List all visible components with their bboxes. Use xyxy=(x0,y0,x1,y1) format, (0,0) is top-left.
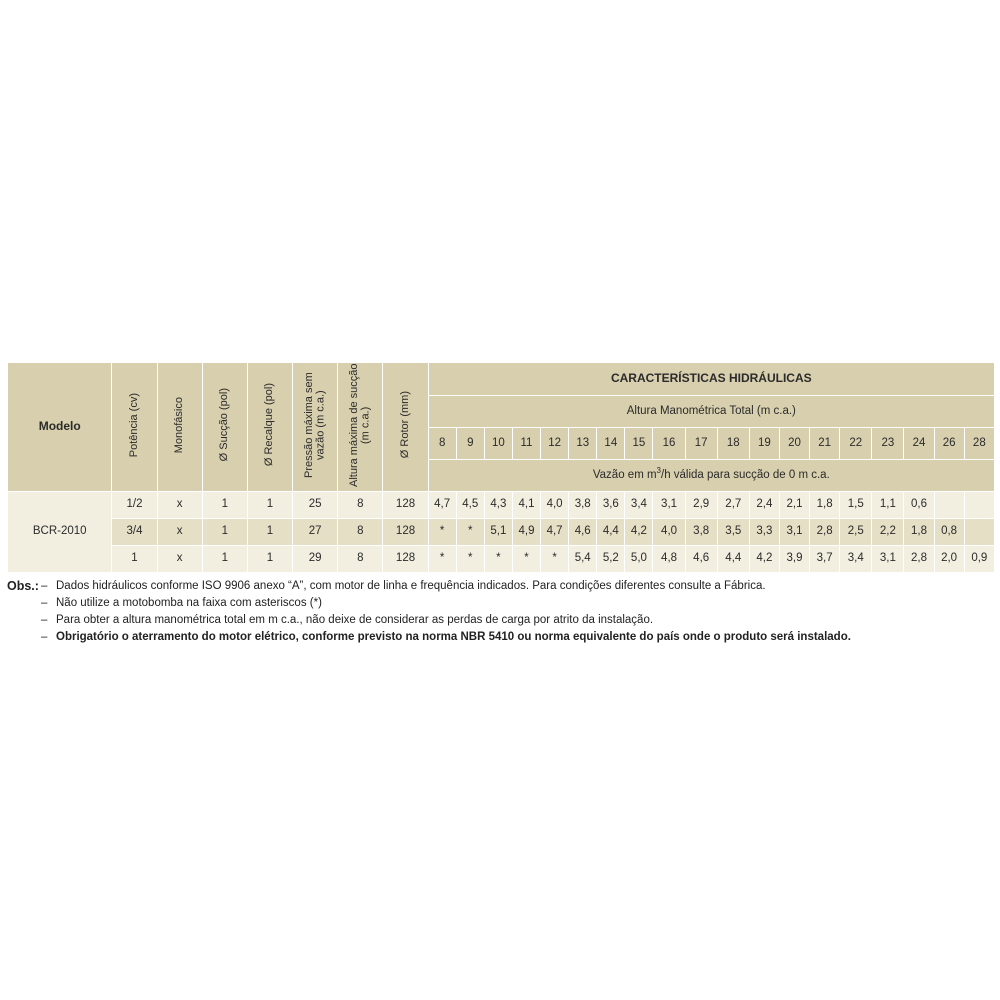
flow-cell xyxy=(964,518,994,545)
header-single-phase xyxy=(157,363,202,492)
max-suction-cell: 8 xyxy=(338,518,383,545)
header-height-cell: 19 xyxy=(749,427,779,459)
flow-cell: 1,8 xyxy=(810,491,840,518)
observations-label-spacer xyxy=(7,612,41,629)
power-cell: 1 xyxy=(112,545,157,572)
table-body xyxy=(8,491,995,572)
observation-line xyxy=(7,629,995,646)
header-height-cell: 22 xyxy=(840,427,872,459)
header-height-cell: 23 xyxy=(872,427,904,459)
flow-cell: * xyxy=(512,545,540,572)
header-flow-label xyxy=(428,459,994,491)
hydraulic-spec-table xyxy=(7,362,995,573)
observations-label-spacer xyxy=(7,629,41,646)
flow-cell: 4,7 xyxy=(541,518,569,545)
flow-cell xyxy=(934,491,964,518)
flow-cell: * xyxy=(428,518,456,545)
flow-cell: 4,4 xyxy=(717,545,749,572)
observations-label: Obs.: xyxy=(7,578,39,593)
flow-cell: * xyxy=(541,545,569,572)
header-max-pressure-label: Pressão máxima sem vazão (m c.a.) xyxy=(302,372,327,478)
pressure-cell: 25 xyxy=(293,491,338,518)
observation-text: Obrigatório o aterramento do motor elétrico, conforme previsto na norma NBR 5410 ou norma equivalente do país onde o produto será instalado. xyxy=(56,630,851,643)
flow-cell: 1,5 xyxy=(840,491,872,518)
flow-cell: 2,8 xyxy=(904,545,934,572)
header-hydraulic-title: CARACTERÍSTICAS HIDRÁULICAS xyxy=(428,363,994,396)
observation-dash: – xyxy=(41,613,48,626)
flow-cell: 2,2 xyxy=(872,518,904,545)
header-rotor xyxy=(383,363,428,492)
table-row xyxy=(8,518,995,545)
flow-cell: 1,8 xyxy=(904,518,934,545)
flow-cell: 4,8 xyxy=(653,545,685,572)
flow-cell: 4,1 xyxy=(512,491,540,518)
flow-cell: * xyxy=(484,545,512,572)
pressure-cell: 27 xyxy=(293,518,338,545)
flow-cell: 0,6 xyxy=(904,491,934,518)
flow-cell: 4,3 xyxy=(484,491,512,518)
flow-cell: 3,1 xyxy=(779,518,809,545)
flow-cell: 3,9 xyxy=(779,545,809,572)
suction-cell: 1 xyxy=(202,518,247,545)
header-height-cell: 16 xyxy=(653,427,685,459)
header-discharge-label: Ø Recalque (pol) xyxy=(263,383,276,467)
flow-cell: 3,3 xyxy=(749,518,779,545)
observation-line xyxy=(7,578,995,595)
flow-cell: 4,2 xyxy=(625,518,653,545)
header-height-cell: 17 xyxy=(685,427,717,459)
flow-cell: 2,8 xyxy=(810,518,840,545)
flow-cell: 3,6 xyxy=(597,491,625,518)
header-height-cell: 10 xyxy=(484,427,512,459)
observation-line xyxy=(7,612,995,629)
flow-label-post: /h válida para sucção de 0 m c.a. xyxy=(661,468,830,481)
flow-cell: 3,8 xyxy=(569,491,597,518)
flow-cell: 0,9 xyxy=(964,545,994,572)
header-height-cell: 21 xyxy=(810,427,840,459)
flow-cell: 4,6 xyxy=(685,545,717,572)
flow-cell: 2,4 xyxy=(749,491,779,518)
flow-cell: 4,0 xyxy=(541,491,569,518)
single-phase-cell: x xyxy=(157,518,202,545)
header-model: Modelo xyxy=(8,363,112,492)
flow-cell: 3,4 xyxy=(840,545,872,572)
flow-cell: 4,4 xyxy=(597,518,625,545)
flow-cell: * xyxy=(456,545,484,572)
single-phase-cell: x xyxy=(157,545,202,572)
header-power-label: Potência (cv) xyxy=(127,392,140,458)
flow-label-sup: 3 xyxy=(656,466,661,476)
header-height-cell: 18 xyxy=(717,427,749,459)
flow-cell: * xyxy=(456,518,484,545)
discharge-cell: 1 xyxy=(247,518,292,545)
observations-label-spacer xyxy=(7,595,41,612)
flow-cell: 4,5 xyxy=(456,491,484,518)
spec-sheet xyxy=(7,362,995,646)
flow-cell: 2,0 xyxy=(934,545,964,572)
header-height-cell: 11 xyxy=(512,427,540,459)
model-name-cell: BCR-2010 xyxy=(8,491,112,572)
flow-cell: 0,8 xyxy=(934,518,964,545)
flow-cell xyxy=(964,491,994,518)
suction-cell: 1 xyxy=(202,491,247,518)
header-height-cell: 26 xyxy=(934,427,964,459)
observation-line xyxy=(7,595,995,612)
flow-cell: 5,2 xyxy=(597,545,625,572)
single-phase-cell: x xyxy=(157,491,202,518)
header-suction xyxy=(202,363,247,492)
header-height-cell: 8 xyxy=(428,427,456,459)
header-height-cell: 20 xyxy=(779,427,809,459)
flow-cell: 2,5 xyxy=(840,518,872,545)
header-height-cell: 9 xyxy=(456,427,484,459)
header-discharge xyxy=(247,363,292,492)
header-single-phase-label: Monofásico xyxy=(172,396,185,454)
flow-cell: 3,1 xyxy=(653,491,685,518)
header-max-pressure xyxy=(293,363,338,492)
header-power xyxy=(112,363,157,492)
flow-cell: 2,1 xyxy=(779,491,809,518)
flow-cell: 2,7 xyxy=(717,491,749,518)
flow-cell: 4,6 xyxy=(569,518,597,545)
flow-cell: 5,4 xyxy=(569,545,597,572)
observation-dash: – xyxy=(41,579,48,592)
observation-text: Para obter a altura manométrica total em m c.a., não deixe de considerar as perdas de carga por atrito da instalação. xyxy=(56,613,654,626)
power-cell: 3/4 xyxy=(112,518,157,545)
observation-dash: – xyxy=(41,630,48,643)
flow-cell: 4,9 xyxy=(512,518,540,545)
observations xyxy=(7,578,995,646)
flow-cell: 3,8 xyxy=(685,518,717,545)
flow-cell: 1,1 xyxy=(872,491,904,518)
flow-cell: 4,2 xyxy=(749,545,779,572)
rotor-cell: 128 xyxy=(383,518,428,545)
flow-label-pre: Vazão em m xyxy=(592,468,657,481)
header-height-cell: 15 xyxy=(625,427,653,459)
observation-text: Dados hidráulicos conforme ISO 9906 anexo “A”, com motor de linha e frequência indicados. Para condições diferentes consulte a Fábrica. xyxy=(56,579,766,592)
flow-cell: 3,5 xyxy=(717,518,749,545)
rotor-cell: 128 xyxy=(383,491,428,518)
rotor-cell: 128 xyxy=(383,545,428,572)
flow-cell: 5,1 xyxy=(484,518,512,545)
table-row xyxy=(8,491,995,518)
header-suction-label: Ø Sucção (pol) xyxy=(218,388,231,462)
power-cell: 1/2 xyxy=(112,491,157,518)
max-suction-cell: 8 xyxy=(338,545,383,572)
max-suction-cell: 8 xyxy=(338,491,383,518)
flow-cell: 5,0 xyxy=(625,545,653,572)
discharge-cell: 1 xyxy=(247,545,292,572)
flow-cell: 3,7 xyxy=(810,545,840,572)
header-max-suction-label: Altura máxima de sucção (m c.a.) xyxy=(347,363,372,487)
table-row xyxy=(8,545,995,572)
flow-cell: 4,0 xyxy=(653,518,685,545)
discharge-cell: 1 xyxy=(247,491,292,518)
pressure-cell: 29 xyxy=(293,545,338,572)
header-height-cell: 24 xyxy=(904,427,934,459)
flow-cell: 3,4 xyxy=(625,491,653,518)
header-height-cell: 12 xyxy=(541,427,569,459)
observation-dash: – xyxy=(41,596,48,609)
header-max-suction xyxy=(338,363,383,492)
header-total-head: Altura Manométrica Total (m c.a.) xyxy=(428,396,994,428)
observation-text: Não utilize a motobomba na faixa com asteriscos (*) xyxy=(56,596,322,609)
flow-cell: 2,9 xyxy=(685,491,717,518)
header-height-cell: 14 xyxy=(597,427,625,459)
header-height-cell: 28 xyxy=(964,427,994,459)
suction-cell: 1 xyxy=(202,545,247,572)
flow-cell: 4,7 xyxy=(428,491,456,518)
flow-cell: * xyxy=(428,545,456,572)
header-rotor-label: Ø Rotor (mm) xyxy=(398,391,411,459)
flow-cell: 3,1 xyxy=(872,545,904,572)
header-height-cell: 13 xyxy=(569,427,597,459)
